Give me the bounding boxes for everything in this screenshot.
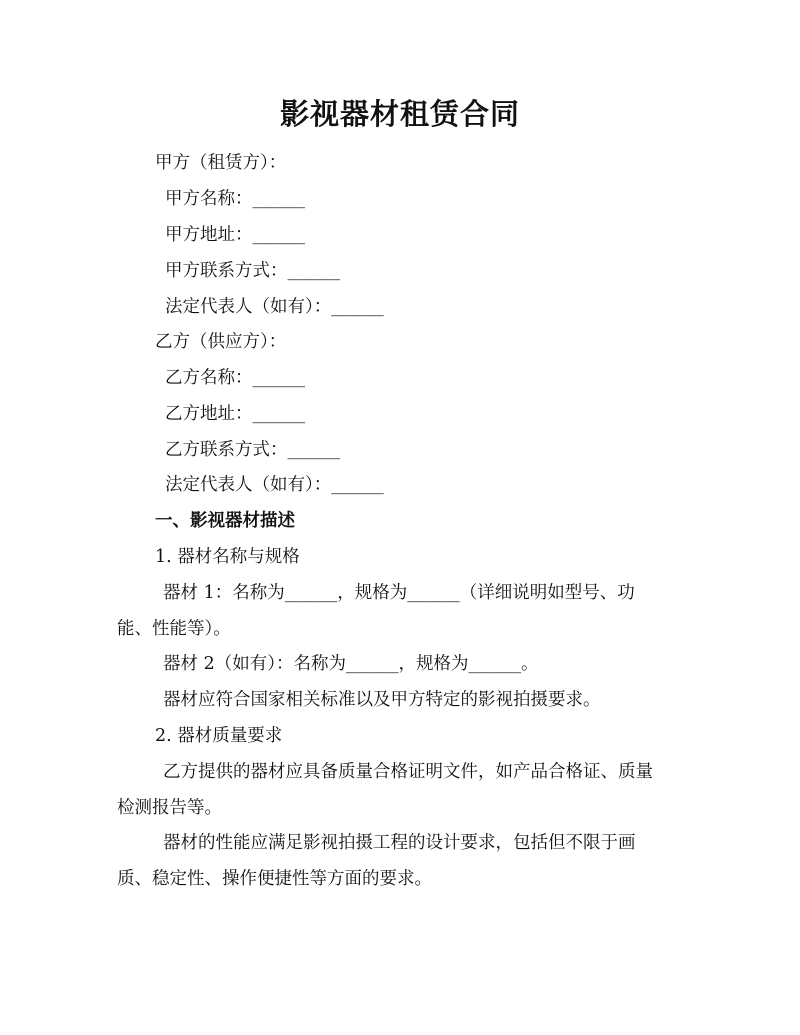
party-b-contact: 乙方联系方式：______ bbox=[165, 440, 340, 460]
party-a-contact: 甲方联系方式：______ bbox=[165, 261, 340, 281]
item-1-paragraph-2: 器材 2（如有）：名称为______，规格为______。 bbox=[163, 654, 539, 674]
party-b-legal-rep: 法定代表人（如有）：______ bbox=[165, 475, 384, 495]
item-2-heading: 2. 器材质量要求 bbox=[155, 726, 283, 746]
party-a-name: 甲方名称：______ bbox=[165, 189, 305, 209]
item-2-paragraph-2-line-1: 器材的性能应满足影视拍摄工程的设计要求，包括但不限于画 bbox=[163, 833, 636, 853]
item-2-paragraph-1-line-2: 检测报告等。 bbox=[117, 798, 222, 818]
party-a-heading: 甲方（租赁方）： bbox=[155, 153, 287, 173]
item-1-paragraph-1-line-2: 能、性能等）。 bbox=[117, 619, 231, 639]
party-b-name: 乙方名称：______ bbox=[165, 368, 305, 388]
section-1-heading: 一、影视器材描述 bbox=[155, 511, 295, 531]
party-a-legal-rep: 法定代表人（如有）：______ bbox=[165, 297, 384, 317]
item-2-paragraph-1-line-1: 乙方提供的器材应具备质量合格证明文件，如产品合格证、质量 bbox=[163, 762, 653, 782]
item-2-paragraph-2-line-2: 质、稳定性、操作便捷性等方面的要求。 bbox=[117, 869, 432, 889]
document-title: 影视器材租赁合同 bbox=[279, 97, 520, 131]
item-1-heading: 1. 器材名称与规格 bbox=[155, 547, 300, 567]
party-b-address: 乙方地址：______ bbox=[165, 404, 305, 424]
item-1-paragraph-1-line-1: 器材 1：名称为______，规格为______（详细说明如型号、功 bbox=[163, 583, 635, 603]
party-b-heading: 乙方（供应方）： bbox=[155, 332, 287, 352]
party-a-address: 甲方地址：______ bbox=[165, 225, 305, 245]
item-1-paragraph-3: 器材应符合国家相关标准以及甲方特定的影视拍摄要求。 bbox=[163, 690, 601, 710]
